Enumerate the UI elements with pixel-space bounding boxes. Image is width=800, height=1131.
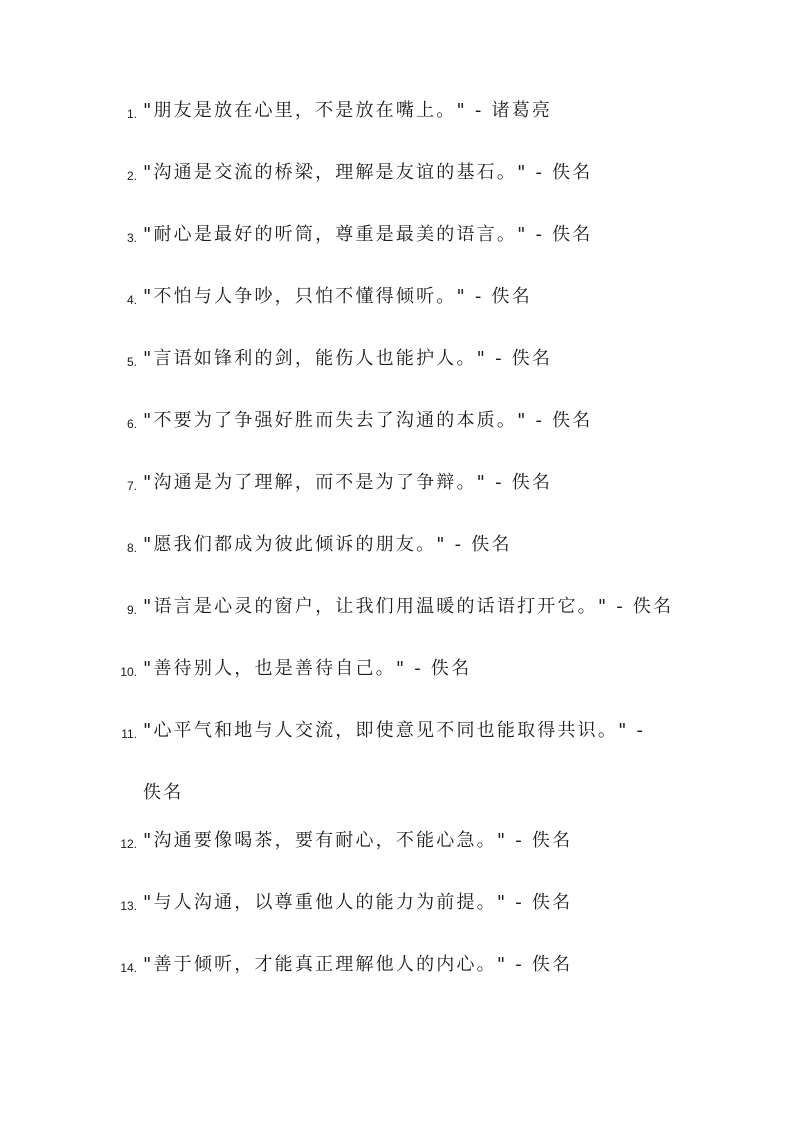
quote-number: 4.: [126, 293, 137, 307]
quote-number: 3.: [126, 231, 137, 245]
quote-text: "沟通是为了理解，而不是为了争辩。" - 佚名: [143, 472, 553, 493]
quote-text: "善于倾听，才能真正理解他人的内心。" - 佚名: [143, 954, 573, 975]
quote-number: 10.: [120, 665, 137, 679]
quote-text: "心平气和地与人交流，即使意见不同也能取得共识。" - 佚名: [143, 720, 646, 803]
quote-text: "不要为了争强好胜而失去了沟通的本质。" - 佚名: [143, 410, 593, 431]
quote-text: "耐心是最好的听筒，尊重是最美的语言。" - 佚名: [143, 224, 593, 245]
quote-text: "善待别人，也是善待自己。" - 佚名: [143, 658, 472, 679]
quote-number: 11.: [121, 727, 137, 741]
quote-number: 5.: [126, 355, 137, 369]
quote-text: "愿我们都成为彼此倾诉的朋友。" - 佚名: [143, 534, 512, 555]
quote-number: 2.: [126, 169, 137, 183]
quote-text: "与人沟通，以尊重他人的能力为前提。" - 佚名: [143, 892, 573, 913]
quote-number: 13.: [120, 899, 137, 913]
quote-number: 1.: [126, 107, 137, 121]
quote-number: 9.: [126, 603, 137, 617]
quote-number: 7.: [126, 479, 137, 493]
quote-text: "不怕与人争吵，只怕不懂得倾听。" - 佚名: [143, 286, 532, 307]
quote-text: "朋友是放在心里，不是放在嘴上。" - 诸葛亮: [143, 100, 553, 121]
quote-text: "沟通要像喝茶，要有耐心，不能心急。" - 佚名: [143, 830, 573, 851]
quote-text: "语言是心灵的窗户，让我们用温暖的话语打开它。" - 佚名: [143, 596, 674, 617]
quote-text: "沟通是交流的桥梁，理解是友谊的基石。" - 佚名: [143, 162, 593, 183]
quote-text: "言语如锋利的剑，能伤人也能护人。" - 佚名: [143, 348, 553, 369]
quote-number: 8.: [126, 541, 137, 555]
quote-number: 12.: [120, 837, 137, 851]
quote-number: 14.: [120, 961, 137, 975]
quote-number: 6.: [126, 417, 137, 431]
